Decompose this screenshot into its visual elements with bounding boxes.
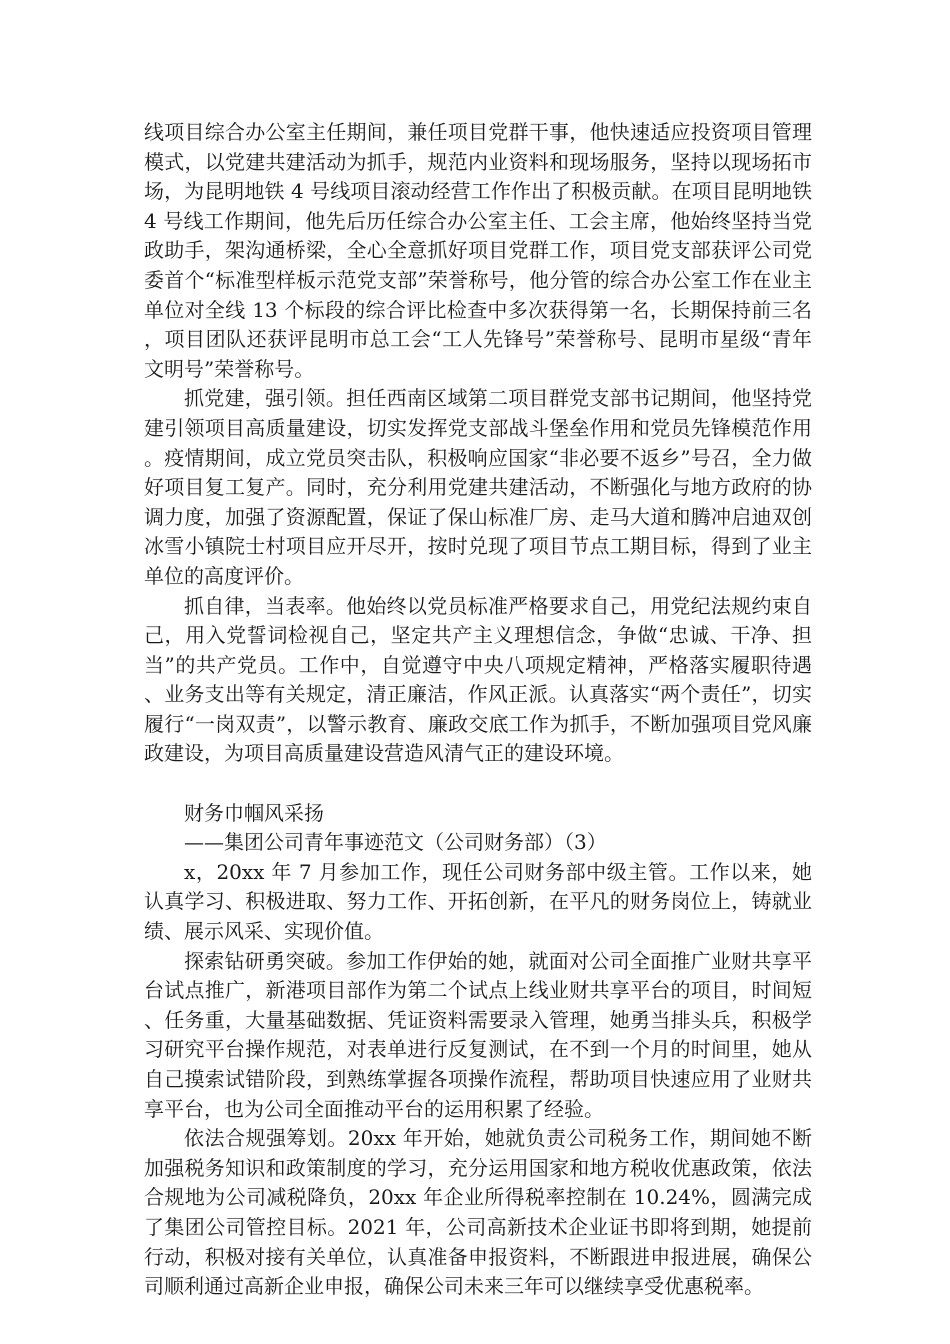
- body-paragraph: 依法合规强筹划。20xx 年开始，她就负责公司税务工作，期间她不断加强税务知识和政策制度的学习，充分运用国家和地方税收优惠政策，依法合规地为公司减税降负，20xx 年企业所得税率控制在 10.24%，圆满完成了集团公司管控目标。2021 年，公司高新技术企业证书即将到期，她提前行动，积极对接有关单位，认真准备申报资料，不断跟进申报进展，确保公司顺利通过高新企业申报，确保公司未来三年可以继续享受优惠税率。: [144, 1126, 812, 1299]
- blank-line: [144, 769, 812, 799]
- body-paragraph: x，20xx 年 7 月参加工作，现任公司财务部中级主管。工作以来，她认真学习、积极进取、努力工作、开拓创新，在平凡的财务岗位上，铸就业绩、展示风采、实现价值。: [144, 859, 812, 944]
- body-paragraph: 抓党建，强引领。担任西南区域第二项目群党支部书记期间，他坚持党建引领项目高质量建设，切实发挥党支部战斗堡垒作用和党员先锋模范作用。疫情期间，成立党员突击队，积极响应国家“非必要不返乡”号召，全力做好项目复工复产。同时，充分利用党建共建活动，不断强化与地方政府的协调力度，加强了资源配置，保证了保山标准厂房、走马大道和腾冲启迪双创冰雪小镇院士村项目应开尽开，按时兑现了项目节点工期目标，得到了业主单位的高度评价。: [144, 386, 812, 588]
- document-page: [144, 118, 812, 1302]
- section-title: 财务巾帼风采扬: [184, 800, 324, 825]
- body-paragraph: 线项目综合办公室主任期间，兼任项目党群干事，他快速适应投资项目管理模式，以党建共建活动为抓手，规范内业资料和现场服务，坚持以现场拓市场，为昆明地铁 4 号线项目滚动经营工作作出了积极贡献。在项目昆明地铁 4 号线工作期间，他先后历任综合办公室主任、工会主席，他始终坚持当党政助手，架沟通桥梁，全心全意抓好项目党群工作，项目党支部获评公司党委首个“标准型样板示范党支部”荣誉称号，他分管的综合办公室工作在业主单位对全线 13 个标段的综合评比检查中多次获得第一名，长期保持前三名，项目团队还获评昆明市总工会“工人先锋号”荣誉称号、昆明市星级“青年文明号”荣誉称号。: [144, 120, 812, 381]
- body-paragraph: 探索钻研勇突破。参加工作伊始的她，就面对公司全面推广业财共享平台试点推广，新港项目部作为第二个试点上线业财共享平台的项目，时间短、任务重，大量基础数据、凭证资料需要录入管理，她勇当排头兵，积极学习研究平台操作规范，对表单进行反复测试，在不到一个月的时间里，她从自己摸索试错阶段，到熟练掌握各项操作流程，帮助项目快速应用了业财共享平台，也为公司全面推动平台的运用积累了经验。: [144, 948, 812, 1121]
- body-paragraph: 抓自律，当表率。他始终以党员标准严格要求自己，用党纪法规约束自己，用入党誓词检视自己，坚定共产主义理想信念，争做“忠诚、干净、担当”的共产党员。工作中，自觉遵守中央八项规定精神，严格落实履职待遇、业务支出等有关规定，清正廉洁，作风正派。认真落实“两个责任”，切实履行“一岗双责”，以警示教育、廉政交底工作为抓手，不断加强项目党风廉政建设，为项目高质量建设营造风清气正的建设环境。: [144, 593, 812, 766]
- section-subtitle: ——集团公司青年事迹范文（公司财务部）（3）: [184, 830, 607, 855]
